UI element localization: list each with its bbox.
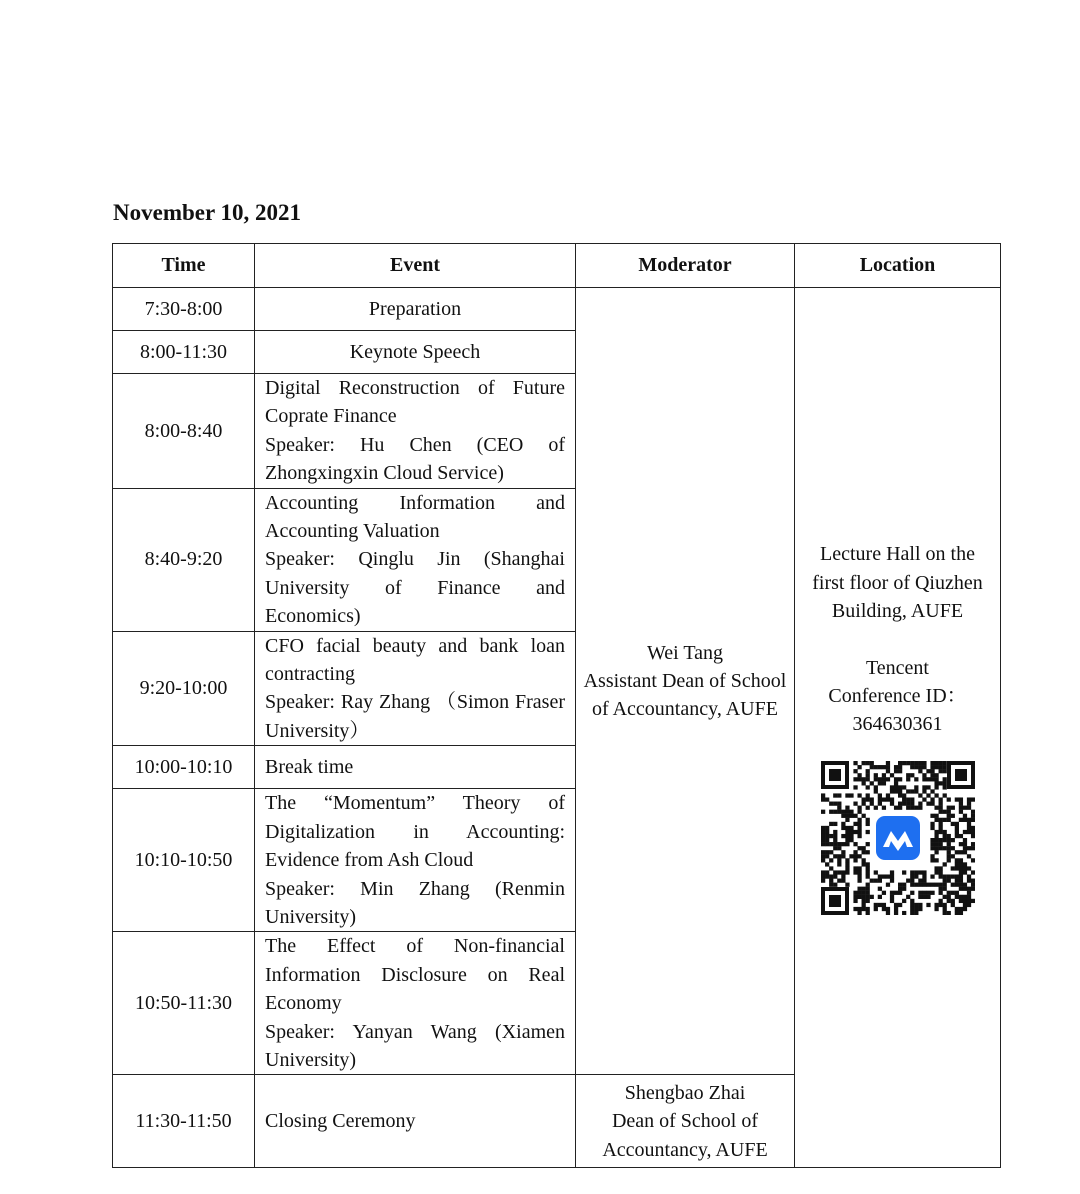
conference-id: 364630361 [852,713,943,736]
row-time: 10:00-10:10 [113,746,255,789]
moderator-closing-cell [576,1075,795,1168]
row-time: 8:40-9:20 [113,488,255,631]
table-row [113,288,1001,331]
event-title: The “Momentum” Theory of Digitalization in Accounting: Evidence from Ash Cloud [265,792,565,872]
location-venue: Lecture Hall on the first floor of Qiuzhen Building, AUFE [812,543,983,623]
moderator-name: Shengbao Zhai [624,1081,746,1104]
row-event [255,488,576,631]
event-title: The Effect of Non-financial Information Disclosure on Real Economy [265,935,565,1015]
header-moderator: Moderator [576,244,795,288]
event-speaker: Speaker: Min Zhang (Renmin University) [265,877,565,928]
event-speaker: Speaker: Qinglu Jin (Shanghai University of Finance and Economics) [265,548,565,628]
row-event [255,932,576,1075]
row-event [255,374,576,489]
moderator-name: Wei Tang [646,641,724,664]
conference-id-label: Conference ID： [828,685,967,708]
row-time: 8:00-8:40 [113,374,255,489]
event-speaker: Speaker: Yanyan Wang (Xiamen University) [265,1020,565,1071]
event-speaker: Speaker: Hu Chen (CEO of Zhongxingxin Cloud Service) [265,433,565,485]
event-title: Digital Reconstruction of Future Coprate Finance [265,377,565,428]
tencent-meeting-logo-icon [873,813,923,863]
event-speaker: Speaker: Ray Zhang （Simon Fraser University） [265,691,565,742]
row-event: Closing Ceremony [255,1075,576,1168]
row-event: Break time [255,746,576,789]
moderator-title: Dean of School of Accountancy, AUFE [602,1110,768,1161]
row-time: 8:00-11:30 [113,331,255,374]
location-platform: Tencent [865,656,929,679]
row-event [255,631,576,746]
moderator-title: Assistant Dean of School of Accountancy, AUFE [583,669,787,721]
qr-code-icon [821,761,975,915]
row-time: 7:30-8:00 [113,288,255,331]
event-title: CFO facial beauty and bank loan contracting [265,634,565,686]
header-time: Time [113,244,255,288]
event-title: Accounting Information and Accounting Valuation [265,491,565,543]
row-event [255,789,576,932]
moderator-main-cell [576,288,795,1075]
header-row [113,244,1001,288]
header-event: Event [255,244,576,288]
schedule-table [112,243,1001,1168]
row-event: Preparation [255,288,576,331]
row-time: 11:30-11:50 [113,1075,255,1168]
row-time: 10:10-10:50 [113,789,255,932]
row-event: Keynote Speech [255,331,576,374]
row-time: 10:50-11:30 [113,932,255,1075]
location-cell [795,288,1001,1168]
row-time: 9:20-10:00 [113,631,255,746]
page-date: November 10, 2021 [113,200,302,225]
header-location: Location [795,244,1001,288]
